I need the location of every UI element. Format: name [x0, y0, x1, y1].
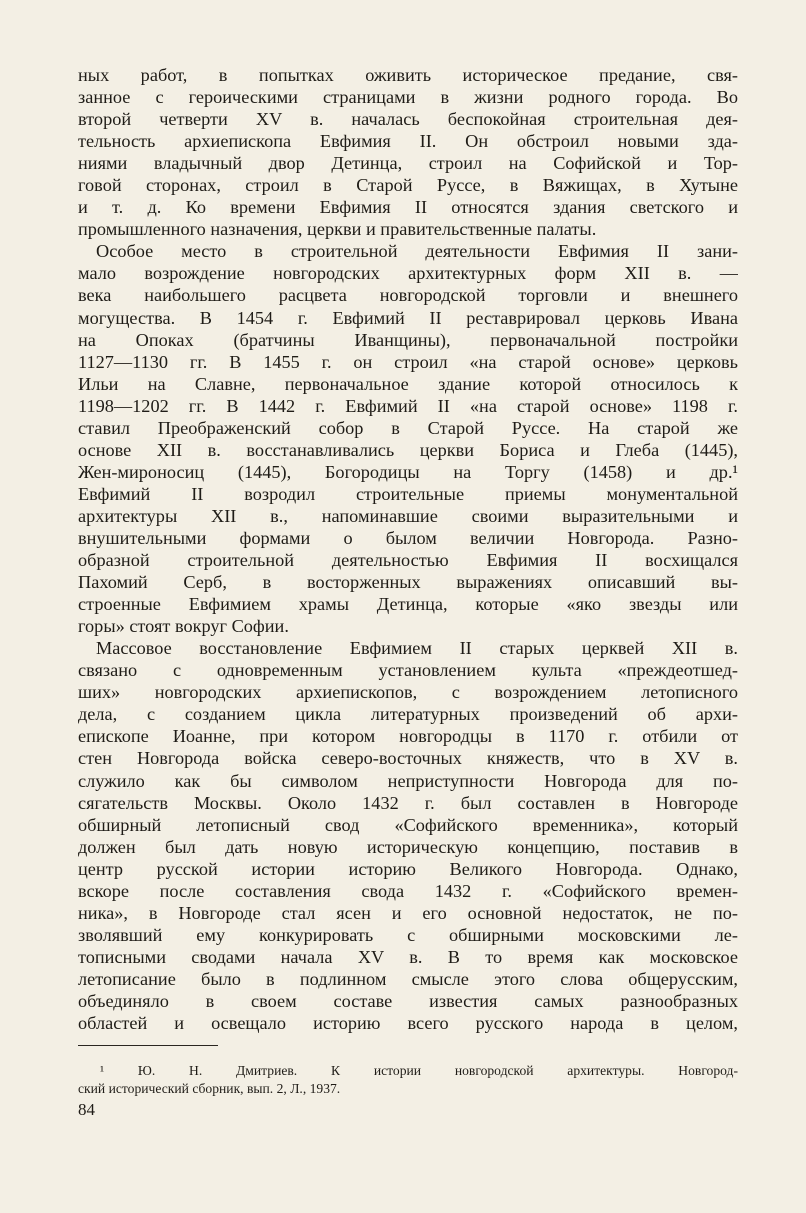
text-line: обширный летописный свод «Софийского временника», который — [78, 814, 738, 835]
text-line: и т. д. Ко времени Евфимия II относятся здания светского и — [78, 197, 738, 218]
footnote-divider — [78, 1045, 218, 1046]
text-line: связано с одновременным установлением культа «преждеотшед- — [78, 660, 738, 681]
paragraph-start-line: Массовое восстановление Евфимием II старых церквей XII в. — [96, 638, 738, 659]
text-line: 1127—1130 гг. В 1455 г. он строил «на старой основе» церковь — [78, 351, 738, 372]
text-line: века наибольшего расцвета новгородской торговли и внешнего — [78, 285, 738, 306]
text-line: сягательств Москвы. Около 1432 г. был составлен в Новгороде — [78, 792, 738, 813]
text-line: летописание было в подлинном смысле этого слова общерусским, — [78, 968, 738, 989]
text-line: служило как бы символом неприступности Новгорода для по- — [78, 770, 738, 791]
text-line: зволявший ему конкурировать с обширными московскими ле- — [78, 924, 738, 945]
text-line: объединяло в своем составе известия самых разнообразных — [78, 990, 738, 1011]
text-line: строенные Евфимием храмы Детинца, которые «яко звезды или — [78, 594, 738, 615]
paragraph-start-line: Особое место в строительной деятельности Евфимия II зани- — [96, 241, 738, 262]
text-line: архитектуры XII в., напоминавшие своими выразительными и — [78, 505, 738, 526]
text-line: ных работ, в попытках оживить историческое предание, свя- — [78, 65, 738, 85]
text-line: второй четверти XV в. началась беспокойная строительная дея- — [78, 109, 738, 130]
text-line: ниями владычный двор Детинца, строил на Софийской и Тор- — [78, 153, 738, 174]
text-line: занное с героическими страницами в жизни родного города. Во — [78, 87, 738, 108]
text-line: центр русской истории историю Великого Новгорода. Однако, — [78, 858, 738, 879]
footnote — [78, 1062, 738, 1098]
footnote-line: ский исторический сборник, вып. 2, Л., 1937. — [78, 1081, 341, 1096]
text-line: промышленного назначения, церкви и правительственные палаты. — [78, 219, 597, 240]
text-line: внушительными формами о былом величии Новгорода. Разно- — [78, 527, 738, 548]
text-line: вскоре после составления свода 1432 г. «Софийского времен- — [78, 880, 738, 901]
text-line: областей и освещало историю всего русского народа в целом, — [78, 1013, 738, 1034]
text-line: образной строительной деятельностью Евфимия II восхищался — [78, 550, 738, 571]
text-line: Евфимий II возродил строительные приемы монументальной — [78, 483, 738, 504]
body-text — [78, 64, 738, 1034]
text-line: стен Новгорода войска северо-восточных княжеств, что в XV в. — [78, 748, 738, 769]
text-line: на Опоках (братчины Иванщины), первоначальной постройки — [78, 329, 738, 350]
text-line: епископе Иоанне, при котором новгородцы в 1170 г. отбили от — [78, 726, 738, 747]
text-line: должен был дать новую историческую концепцию, поставив в — [78, 836, 738, 857]
text-line: могущества. В 1454 г. Евфимий II реставрировал церковь Ивана — [78, 307, 738, 328]
text-line: горы» стоят вокруг Софии. — [78, 616, 289, 637]
text-line: ших» новгородских архиепископов, с возрождением летописного — [78, 682, 738, 703]
text-line: Пахомий Серб, в восторженных выражениях описавший вы- — [78, 572, 738, 593]
footnote-line: ¹ Ю. Н. Дмитриев. К истории новгородской архитектуры. Новгород- — [100, 1063, 738, 1078]
text-line: Жен-мироносиц (1445), Богородицы на Торгу (1458) и др.¹ — [78, 461, 738, 482]
text-line: тописными сводами начала XV в. В то время как московское — [78, 946, 738, 967]
text-line: Ильи на Славне, первоначальное здание которой относилось к — [78, 373, 738, 394]
text-line: мало возрождение новгородских архитектурных форм XII в. — — [78, 263, 738, 284]
text-line: основе XII в. восстанавливались церкви Бориса и Глеба (1445), — [78, 439, 738, 460]
text-line: тельность архиепископа Евфимия II. Он обстроил новыми зда- — [78, 131, 738, 152]
text-line: ставил Преображенский собор в Старой Руссе. На старой же — [78, 417, 738, 438]
text-line: 1198—1202 гг. В 1442 г. Евфимий II «на старой основе» 1198 г. — [78, 395, 738, 416]
text-line: говой сторонах, строил в Старой Руссе, в Вяжищах, в Хутыне — [78, 175, 738, 196]
text-line: дела, с созданием цикла литературных произведений об архи- — [78, 704, 738, 725]
page-number: 84 — [78, 1100, 95, 1119]
text-line: ника», в Новгороде стал ясен и его основной недостаток, не по- — [78, 902, 738, 923]
